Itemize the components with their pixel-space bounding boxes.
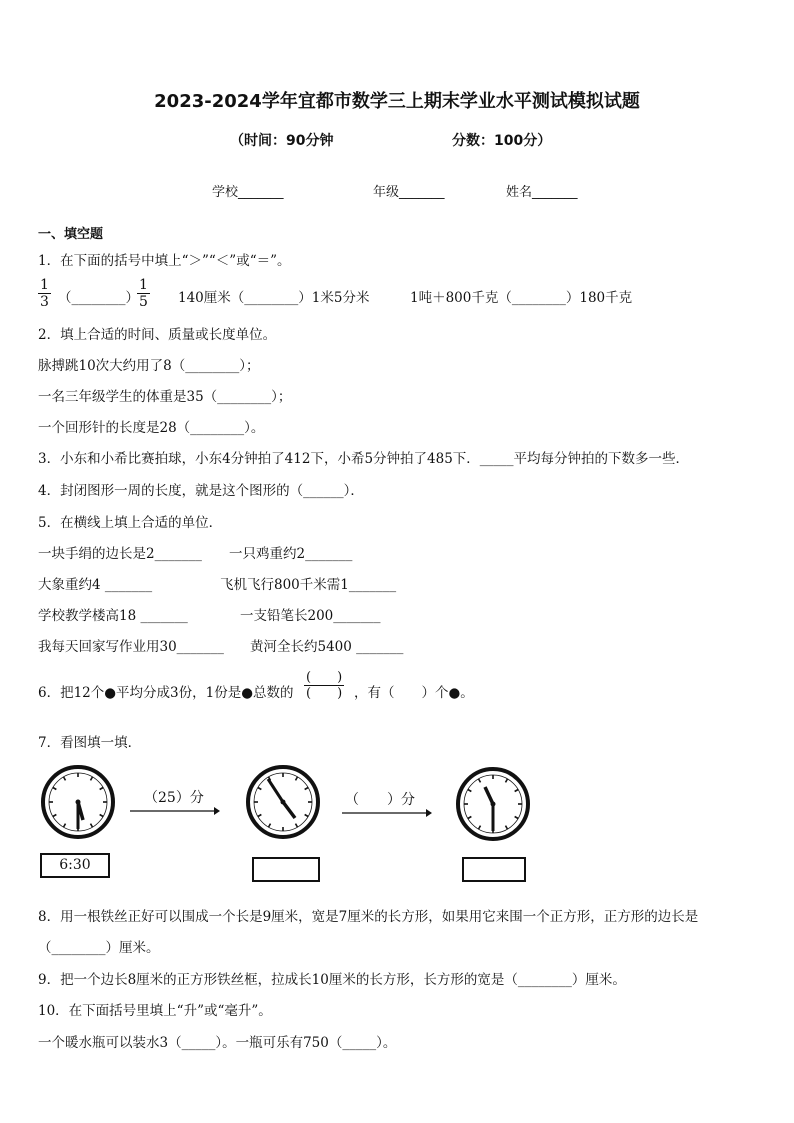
q2-c: 一个回形针的长度是28（________）。: [38, 420, 265, 436]
q7-stem: 7．看图填一填．: [38, 735, 142, 751]
q6-post: ，有（ ）个●。: [354, 685, 474, 701]
section-heading: 一、填空题: [38, 227, 104, 242]
exam-score: 分数：100分）: [452, 133, 552, 149]
q1-stem: 1．在下面的括号中填上“＞”“＜”或“＝”。: [38, 253, 291, 269]
time-box: 6:30: [40, 853, 110, 878]
q5-r2a: 大象重约4 _______: [38, 577, 153, 593]
arrow2-label: （ ）分: [345, 792, 415, 808]
fraction-numerator: 1: [139, 277, 148, 293]
q6-pre: 6．把12个●平均分成3份，1份是●总数的: [38, 685, 294, 701]
fraction-denominator: 5: [139, 294, 148, 310]
q2-a: 脉搏跳10次大约用了8（________）；: [38, 358, 260, 374]
fraction-one-third: [38, 274, 51, 309]
fraction-denominator: ( ): [306, 686, 343, 701]
q10-stem: 10．在下面括号里填上“升”或“毫升”。: [38, 1003, 272, 1019]
q8-line2: （________）厘米。: [38, 940, 160, 956]
q5-r3a: 学校教学楼高18 _______: [38, 608, 188, 624]
q5-r4b: 黄河全长约5400 _______: [250, 639, 404, 655]
q6-fraction: [304, 666, 344, 700]
fraction-numerator: ( ): [306, 670, 343, 685]
q1-part2: 140厘米（________）1米5分米: [178, 290, 370, 306]
q10-line: 一个暖水瓶可以装水3（_____）。一瓶可乐有750（_____）。: [38, 1035, 397, 1051]
time-box: [462, 857, 526, 882]
time-box: [252, 857, 320, 882]
q3-text: 3．小东和小希比赛拍球，小东4分钟拍了412下，小希5分钟拍了485下．_____平均每分钟拍的下数多一些．: [38, 451, 690, 467]
q8-line1: 8．用一根铁丝正好可以围成一个长是9厘米，宽是7厘米的长方形，如果用它来围一个正方形，正方形的边长是: [38, 909, 699, 925]
q4-text: 4．封闭图形一周的长度，就是这个图形的（______）．: [38, 483, 364, 499]
q2-b: 一名三年级学生的体重是35（________）；: [38, 389, 292, 405]
fraction-one-fifth: [137, 274, 150, 309]
clock-icon: [245, 764, 321, 840]
right-arrow-icon: [342, 808, 432, 818]
q5-r1a: 一块手绢的边长是2_______: [38, 546, 202, 562]
q5-stem: 5．在横线上填上合适的单位．: [38, 515, 223, 531]
arrow1-label: （25）分: [144, 790, 204, 806]
q1-part3: 1吨＋800千克（________）180千克: [410, 290, 633, 306]
q5-r4a: 我每天回家写作业用30_______: [38, 639, 224, 655]
q5-r3b: 一支铅笔长200_______: [240, 608, 381, 624]
name-field: 姓名_______: [506, 185, 578, 200]
q2-stem: 2．填上合适的时间、质量或长度单位。: [38, 327, 277, 343]
q1-blank1: （________）: [58, 290, 139, 306]
clock-icon: [40, 764, 116, 840]
fraction-numerator: 1: [40, 277, 49, 293]
q9-text: 9．把一个边长8厘米的正方形铁丝框，拉成长10厘米的长方形，长方形的宽是（________）厘米。: [38, 972, 626, 988]
right-arrow-icon: [130, 806, 220, 816]
fraction-denominator: 3: [40, 294, 49, 310]
exam-time: （时间：90分钟: [230, 133, 334, 149]
q5-r2b: 飞机飞行800千米需1_______: [220, 577, 397, 593]
page-title: 2023-2024学年宜都市数学三上期末学业水平测试模拟试题: [154, 91, 640, 112]
clock-icon: [455, 766, 531, 842]
grade-field: 年级_______: [373, 185, 445, 200]
q5-r1b: 一只鸡重约2_______: [229, 546, 353, 562]
school-field: 学校_______: [212, 185, 284, 200]
